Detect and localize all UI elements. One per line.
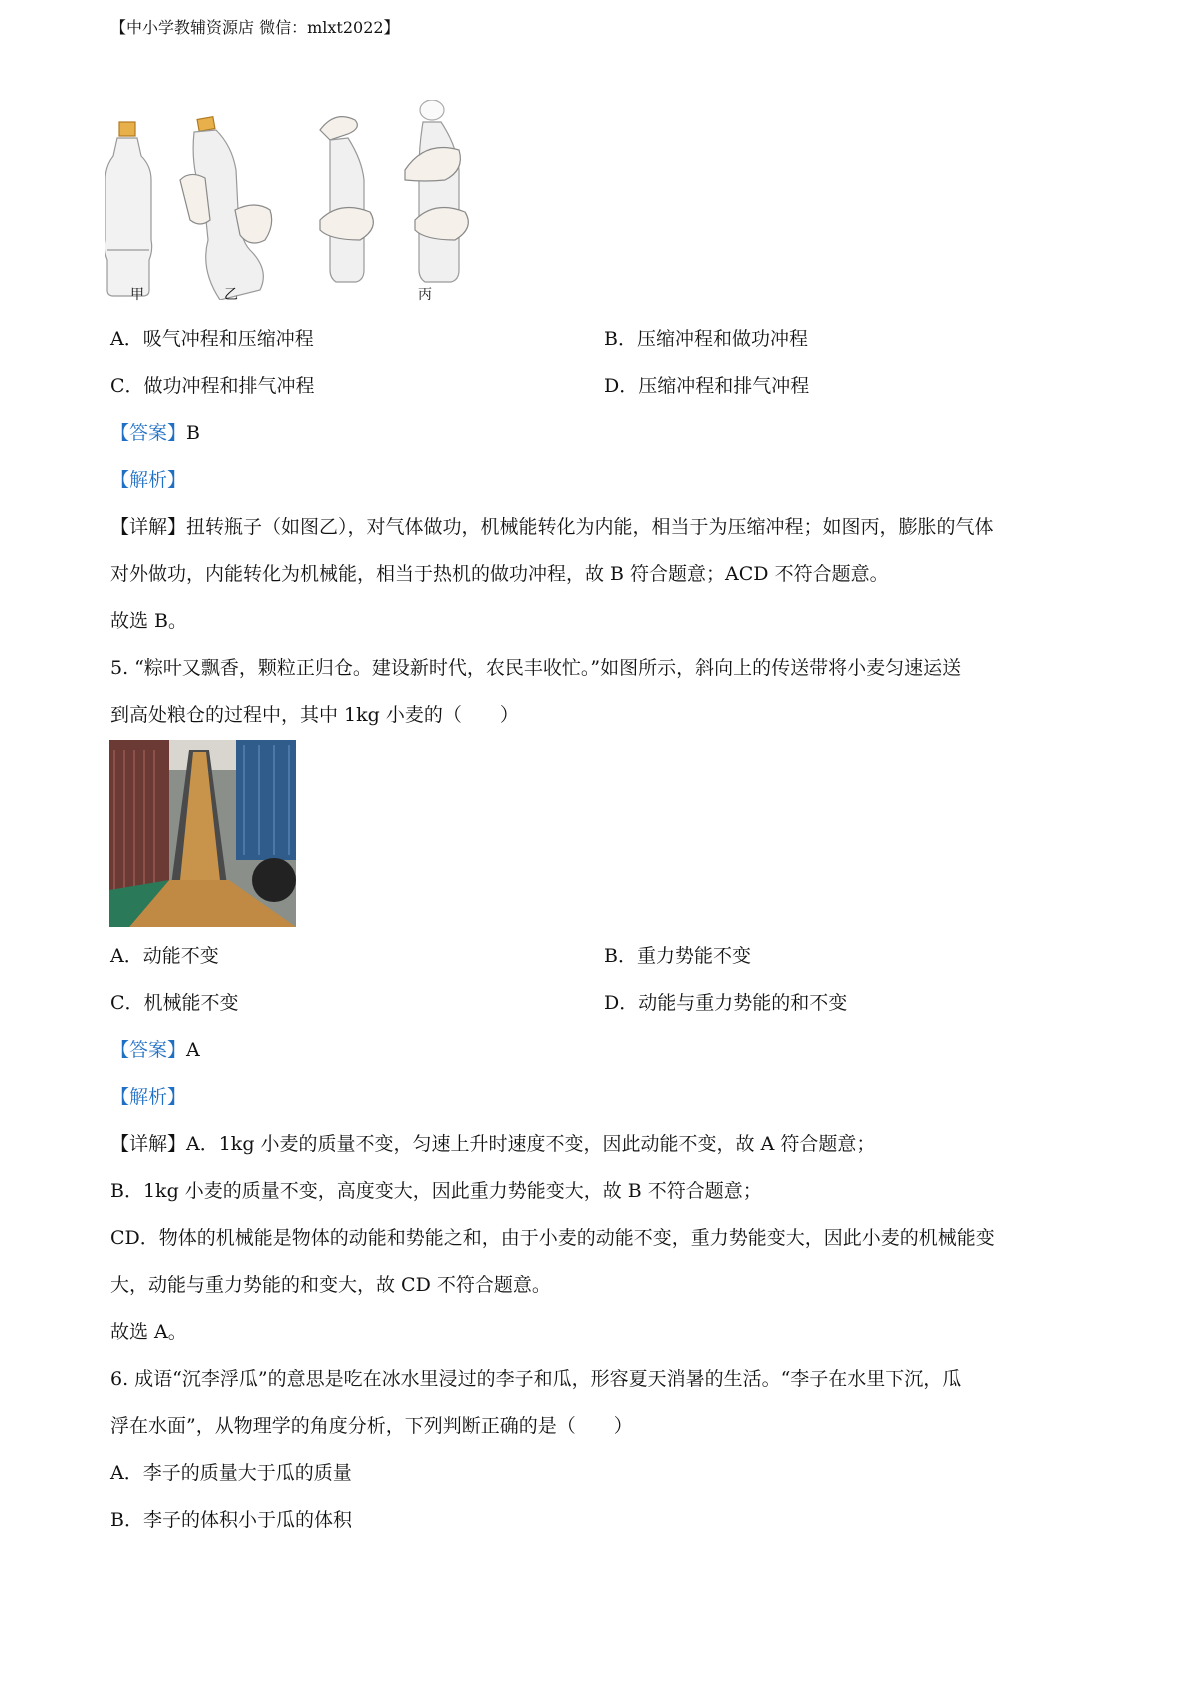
- figure-label-jia: 甲: [130, 287, 144, 303]
- q4-option-d: D．压缩冲程和排气冲程: [604, 375, 810, 397]
- q5-answer: [110, 1036, 200, 1064]
- answer-tag: 【答案】: [110, 422, 187, 444]
- bottle-jia-drawing: [105, 122, 152, 296]
- answer-value: A: [186, 1039, 200, 1061]
- q6-option-b: B．李子的体积小于瓜的体积: [110, 1509, 352, 1531]
- figure-label-yi: 乙: [224, 287, 238, 303]
- q4-detail-line-2: 对外做功，内能转化为机械能，相当于热机的做功冲程，故 B 符合题意；ACD 不符合题意。: [110, 563, 889, 585]
- q5-option-a: A．动能不变: [110, 945, 219, 967]
- q5-option-c: C．机械能不变: [110, 992, 239, 1014]
- q5-detail-line-3: CD．物体的机械能是物体的动能和势能之和，由于小麦的动能不变，重力势能变大，因此小麦的机械能变: [110, 1227, 995, 1249]
- bottle-bing-2-drawing: [405, 100, 468, 282]
- q5-option-b: B．重力势能不变: [604, 945, 751, 967]
- q4-option-a: A．吸气冲程和压缩冲程: [110, 328, 314, 350]
- q5-detail-line-2: B．1kg 小麦的质量不变，高度变大，因此重力势能变大，故 B 不符合题意；: [110, 1180, 762, 1202]
- answer-tag: 【答案】: [110, 1039, 187, 1061]
- figure-label-bing: 丙: [418, 287, 432, 303]
- q4-answer: [110, 419, 200, 447]
- q5-analysis-tag: 【解析】: [110, 1086, 187, 1108]
- q6-option-a: A．李子的质量大于瓜的质量: [110, 1462, 352, 1484]
- q4-option-b: B．压缩冲程和做功冲程: [604, 328, 808, 350]
- page-header: 【中小学教辅资源店 微信：mlxt2022】: [110, 18, 400, 37]
- q4-detail-line-1: 【详解】扭转瓶子（如图乙），对气体做功，机械能转化为内能，相当于为压缩冲程；如图丙，膨胀的气体: [110, 516, 994, 538]
- q5-conclusion: 故选 A。: [110, 1321, 187, 1343]
- bottle-bing-1-drawing: [320, 117, 373, 282]
- q5-stem-line-1: 5. “粽叶又飘香，颗粒正归仓。建设新时代，农民丰收忙。”如图所示，斜向上的传送带将小麦匀速运送: [110, 657, 962, 679]
- q5-stem-line-2: 到高处粮仓的过程中，其中 1kg 小麦的（ ）: [110, 704, 519, 726]
- q5-detail-line-4: 大，动能与重力势能的和变大，故 CD 不符合题意。: [110, 1274, 551, 1296]
- q5-option-d: D．动能与重力势能的和不变: [604, 992, 848, 1014]
- bottle-yi-drawing: [180, 117, 272, 300]
- q6-stem-line-2: 浮在水面”，从物理学的角度分析，下列判断正确的是（ ）: [110, 1415, 633, 1437]
- q4-conclusion: 故选 B。: [110, 610, 188, 632]
- q6-stem-line-1: 6. 成语“沉李浮瓜”的意思是吃在冰水里浸过的李子和瓜，形容夏天消暑的生活。“李子在水里下沉，瓜: [110, 1368, 962, 1390]
- answer-value: B: [186, 422, 200, 444]
- bottle-experiment-figure: [105, 100, 525, 300]
- q4-option-c: C．做功冲程和排气冲程: [110, 375, 315, 397]
- q5-detail-line-1: 【详解】A．1kg 小麦的质量不变，匀速上升时速度不变，因此动能不变，故 A 符合题意；: [110, 1133, 876, 1155]
- q4-analysis-tag: 【解析】: [110, 469, 187, 491]
- conveyor-belt-photo: [109, 740, 296, 927]
